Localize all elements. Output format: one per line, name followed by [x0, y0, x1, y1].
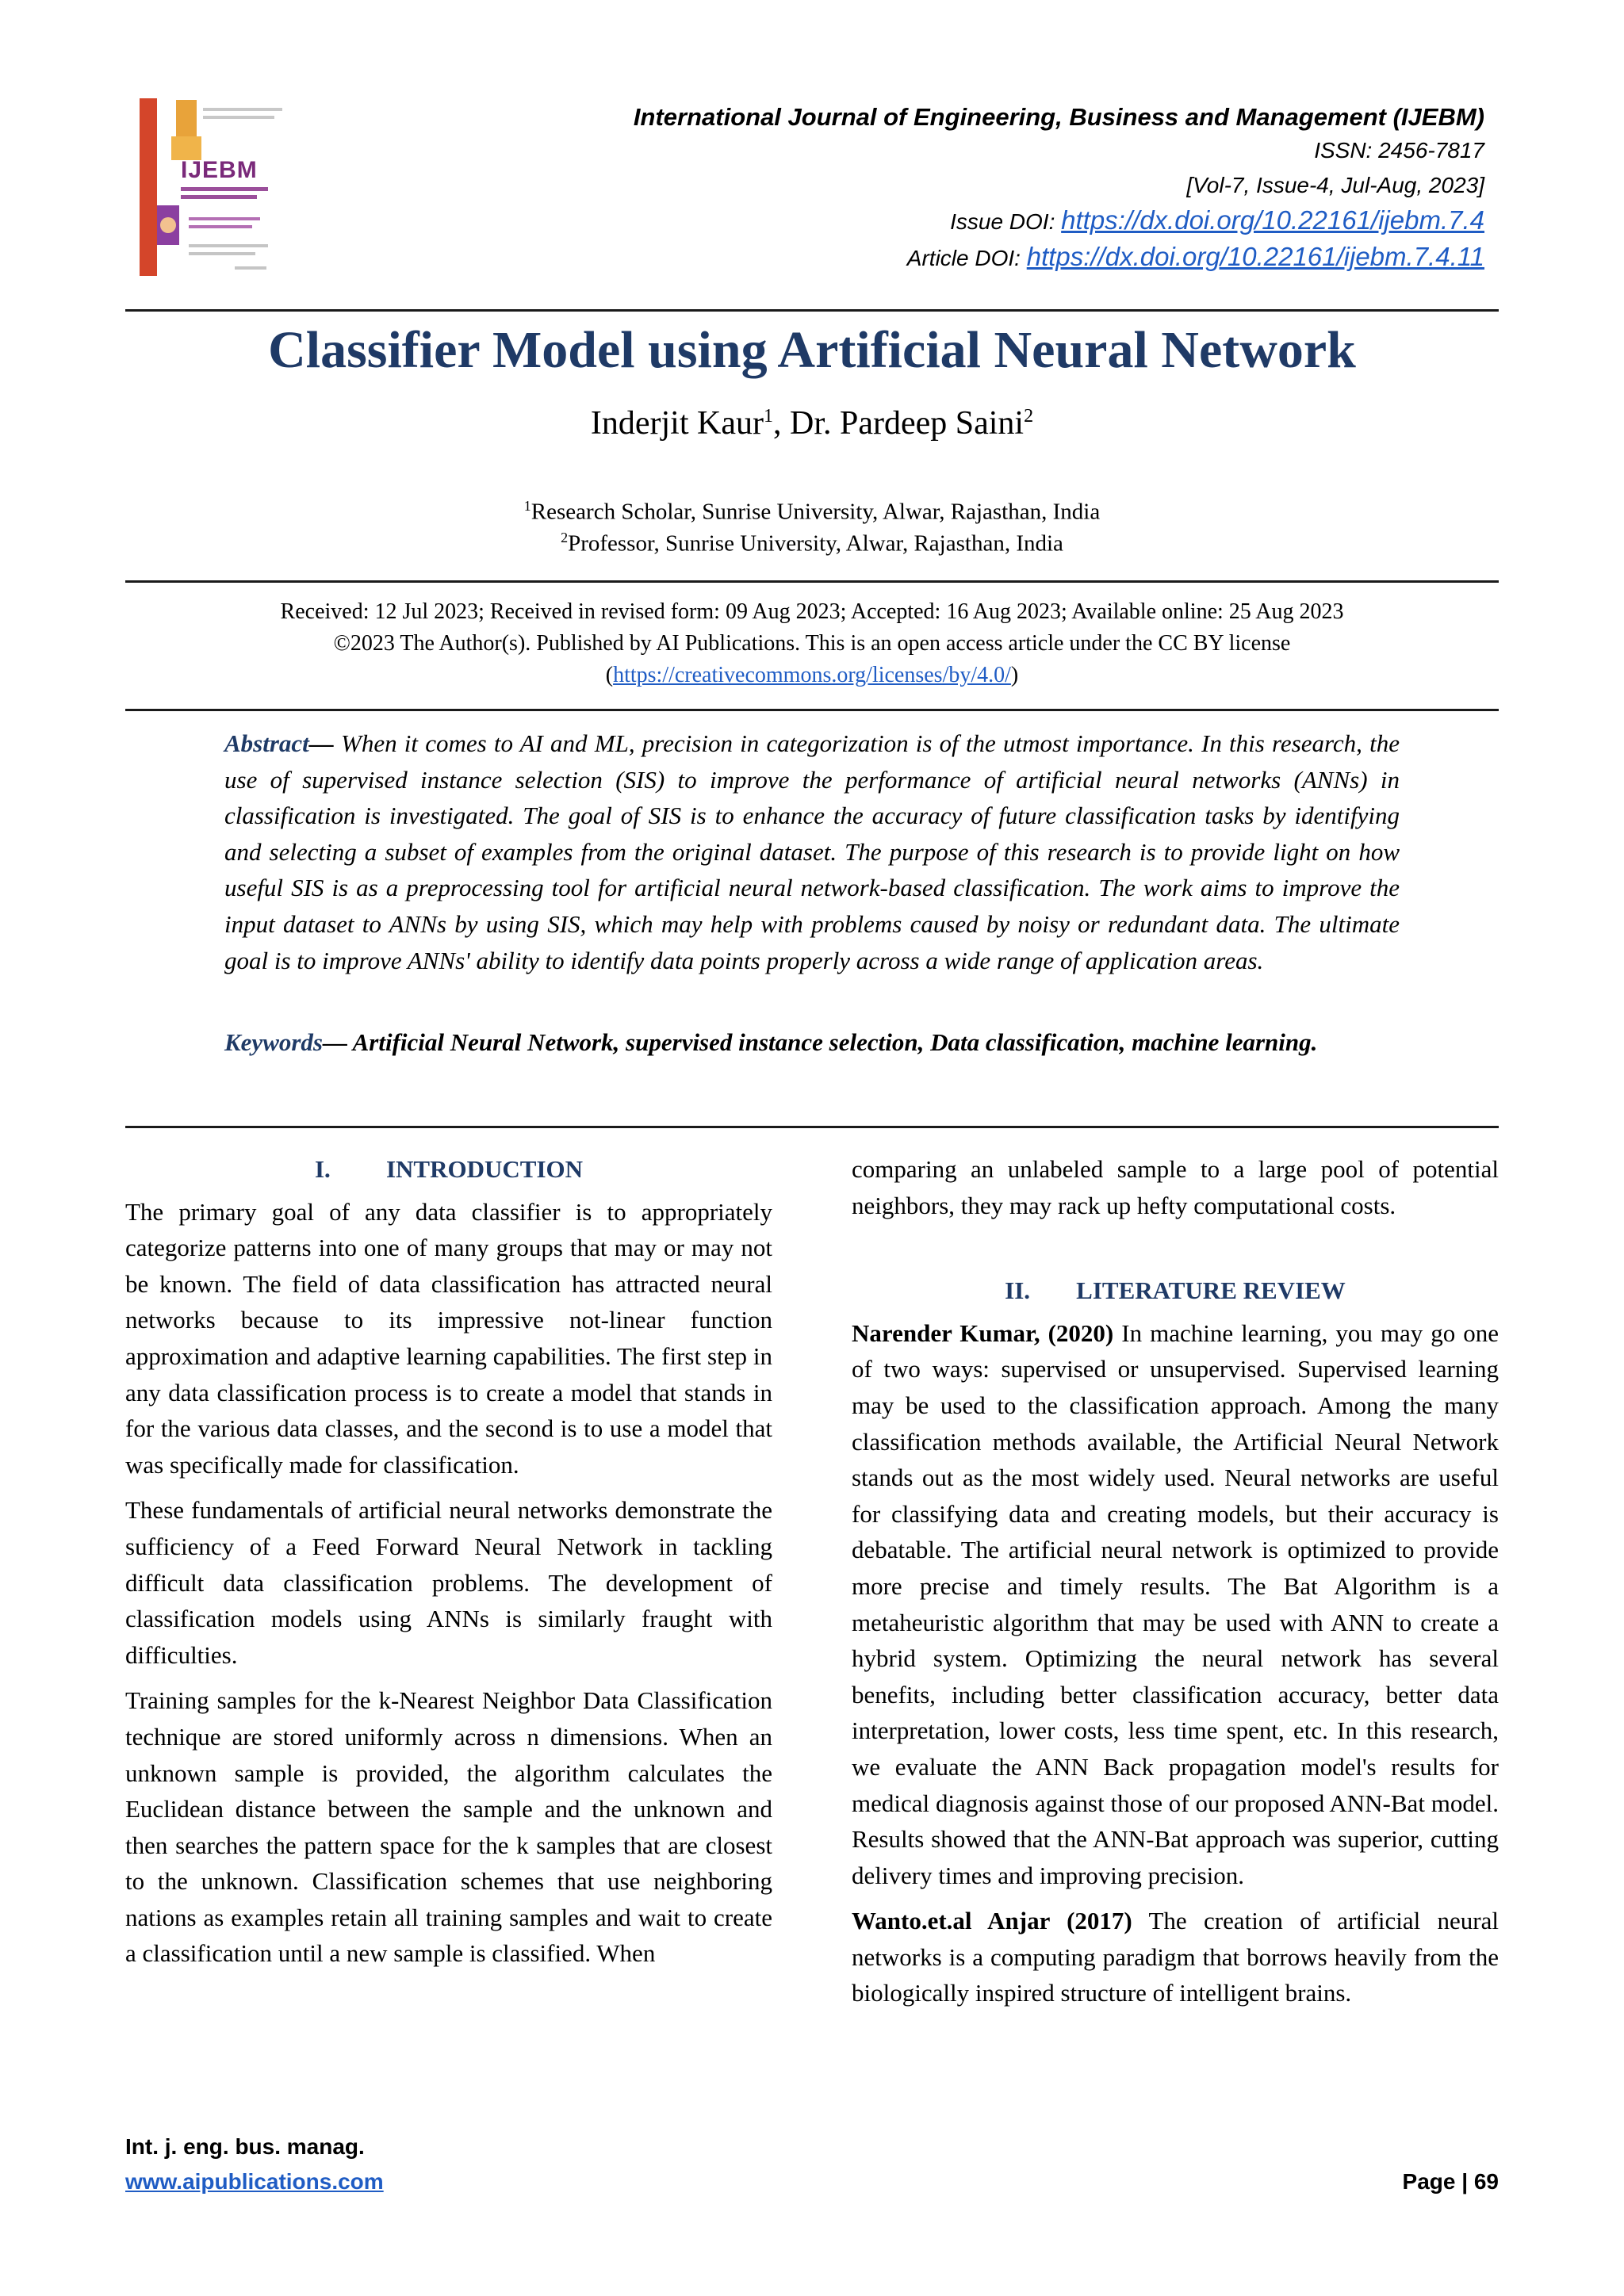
- header-divider: [125, 309, 1499, 312]
- abstract-text: When it comes to AI and ML, precision in categorization is of the utmost importance. In this research, the use of supervised instance selection (SIS) to improve the performance of artificial neural networks (ANNs) in classification is investigated. The goal of SIS is to enhance the accuracy of future classification tasks by identifying and selecting a subset of examples from the original dataset. The purpose of this research is to provide light on how useful SIS is as a preprocessing tool for artificial neural network-based classification. The work aims to improve the input dataset to ANNs by using SIS, which may help with problems caused by noisy or redundant data. The ultimate goal is to improve ANNs' ability to identify data points properly across a wide range of application areas.: [224, 729, 1400, 974]
- section-heading-introduction: I. INTRODUCTION: [314, 1155, 584, 1183]
- meta-divider-bottom: [125, 709, 1499, 711]
- keywords-text: Artificial Neural Network, supervised instance selection, Data classification, machine learning.: [352, 1028, 1318, 1056]
- meta-divider-top: [125, 580, 1499, 583]
- license-line: (https://creativecommons.org/licenses/by/4.0/): [605, 663, 1019, 687]
- abstract-label: Abstract: [224, 729, 309, 757]
- issue-doi-link[interactable]: https://dx.doi.org/10.22161/ijebm.7.4: [1061, 205, 1484, 235]
- citation-lead: Narender Kumar, (2020): [852, 1318, 1114, 1347]
- affiliation-1: $^1$Research Scholar, Sunrise University, Alwar, Rajasthan, India: [523, 498, 1101, 525]
- journal-issn: ISSN: 2456-7817: [1314, 138, 1484, 163]
- affiliation-2: $^2$Professor, Sunrise University, Alwar, Rajasthan, India: [561, 530, 1063, 557]
- citation-lead: Wanto.et.al Anjar (2017): [852, 1907, 1132, 1935]
- cover-red-band: [140, 98, 157, 276]
- paragraph: Training samples for the k-Nearest Neighbor Data Classification technique are stored uniformly across n dimensions. When an unknown sample is provided, the algorithm calculates the Euclidean distance between the sample and the unknown and then searches the pattern space for the k samples that are closest to the unknown. Classification schemes that use neighboring nations as examples retain all training samples and wait to create a classification until a new sample is classified. When: [125, 1686, 772, 1968]
- author-name: Dr. Pardeep Saini: [789, 405, 1025, 442]
- paragraph: Wanto.et.al Anjar (2017) The creation of artificial neural networks is a computing paradigm that borrows heavily from the biologically inspired structure of intelligent brains.: [852, 1907, 1499, 2007]
- author-name: Inderjit Kaur: [590, 405, 764, 442]
- page-number: Page | 69: [1402, 2169, 1499, 2194]
- copyright-line: ©2023 The Author(s). Published by AI Publications. This is an open access article under the CC BY license: [333, 631, 1291, 656]
- article-doi: Article DOI: https://dx.doi.org/10.22161/ijebm.7.4.11: [906, 242, 1484, 271]
- article-doi-link[interactable]: https://dx.doi.org/10.22161/ijebm.7.4.11: [1026, 242, 1484, 271]
- publisher-website-link[interactable]: www.aipublications.com: [125, 2169, 384, 2194]
- paragraph: The primary goal of any data classifier is to appropriately categorize patterns into one of many groups that may or may not be known. The field of data classification has attracted neural networks because to its impressive not-linear function approximation and adaptive learning capabilities. The first step in any data classification process is to create a model that stands in for the various data classes, and the second is to use a model that was specifically made for classification.: [125, 1197, 772, 1479]
- journal-info: [634, 101, 1484, 276]
- journal-abbreviation: Int. j. eng. bus. manag.: [125, 2134, 365, 2159]
- license-link[interactable]: https://creativecommons.org/licenses/by/4.0/: [613, 663, 1011, 687]
- dates-line: Received: 12 Jul 2023; Received in revised form: 09 Aug 2023; Accepted: 16 Aug 2023; Available online: 25 Aug 2023: [280, 599, 1344, 624]
- cover-logo: IJEBM: [181, 157, 258, 183]
- keywords: Keywords— Artificial Neural Network, supervised instance selection, Data classification, machine learning.: [224, 1028, 1318, 1056]
- footer-left: [125, 2130, 384, 2199]
- abstract: Abstract— When it comes to AI and ML, precision in categorization is of the utmost importance. In this research, the use of supervised instance selection (SIS) to improve the performance of artificial neural networks (ANNs) in classification is investigated. The goal of SIS is to enhance the accuracy of future classification tasks by identifying and selecting a subset of examples from the original dataset. The purpose of this research is to provide light on how useful SIS is as a preprocessing tool for artificial neural network-based classification. The work aims to improve the input dataset to ANNs by using SIS, which may help with problems caused by noisy or redundant data. The ultimate goal is to improve ANNs' ability to identify data points properly across a wide range of application areas.: [224, 729, 1400, 974]
- cover-person-icon: [160, 217, 176, 233]
- paper-title: Classifier Model using Artificial Neural Network: [268, 321, 1356, 379]
- section-heading-literature-review: II. LITERATURE REVIEW: [1005, 1276, 1346, 1305]
- issue-doi: Issue DOI: https://dx.doi.org/10.22161/ijebm.7.4: [950, 205, 1484, 235]
- right-column: [852, 1151, 1499, 2021]
- journal-volume: [Vol-7, Issue-4, Jul-Aug, 2023]: [1186, 173, 1484, 197]
- paragraph: comparing an unlabeled sample to a large pool of potential neighbors, they may rack up hefty computational costs.: [852, 1155, 1499, 1219]
- cover-tower-shape: [176, 100, 197, 136]
- abstract-divider: [125, 1126, 1499, 1128]
- author-list: Inderjit Kaur$^1$, Dr. Pardeep Saini$^2$: [590, 405, 1034, 442]
- journal-title: International Journal of Engineering, Business and Management (IJEBM): [633, 103, 1484, 131]
- journal-cover-thumbnail: [140, 98, 292, 276]
- keywords-label: Keywords: [224, 1028, 323, 1056]
- left-column: [125, 1151, 772, 1981]
- paragraph: These fundamentals of artificial neural networks demonstrate the sufficiency of a Feed Forward Neural Network in tackling difficult data classification problems. The development of classification models using ANNs is similarly fraught with difficulties.: [125, 1496, 772, 1669]
- paragraph: Narender Kumar, (2020) In machine learning, you may go one of two ways: supervised or unsupervised. Supervised learning may be used to the classification approach. Among the many classification methods available, the Artificial Neural Network stands out as the most widely used. Neural networks are useful for classifying data and creating models, but their accuracy is debatable. The artificial neural network is optimized to provide more precise and timely results. The Bat Algorithm is a metaheuristic algorithm that may be used with ANN to create a hybrid system. Optimizing the neural network has several benefits, including better classification accuracy, better data interpretation, lower costs, less time spent, etc. In this research, we evaluate the ANN Back propagation model's results for medical diagnosis against those of our proposed ANN-Bat model. Results showed that the ANN-Bat approach was superior, cutting delivery times and improving precision.: [852, 1318, 1499, 1889]
- article-dates: [125, 596, 1499, 691]
